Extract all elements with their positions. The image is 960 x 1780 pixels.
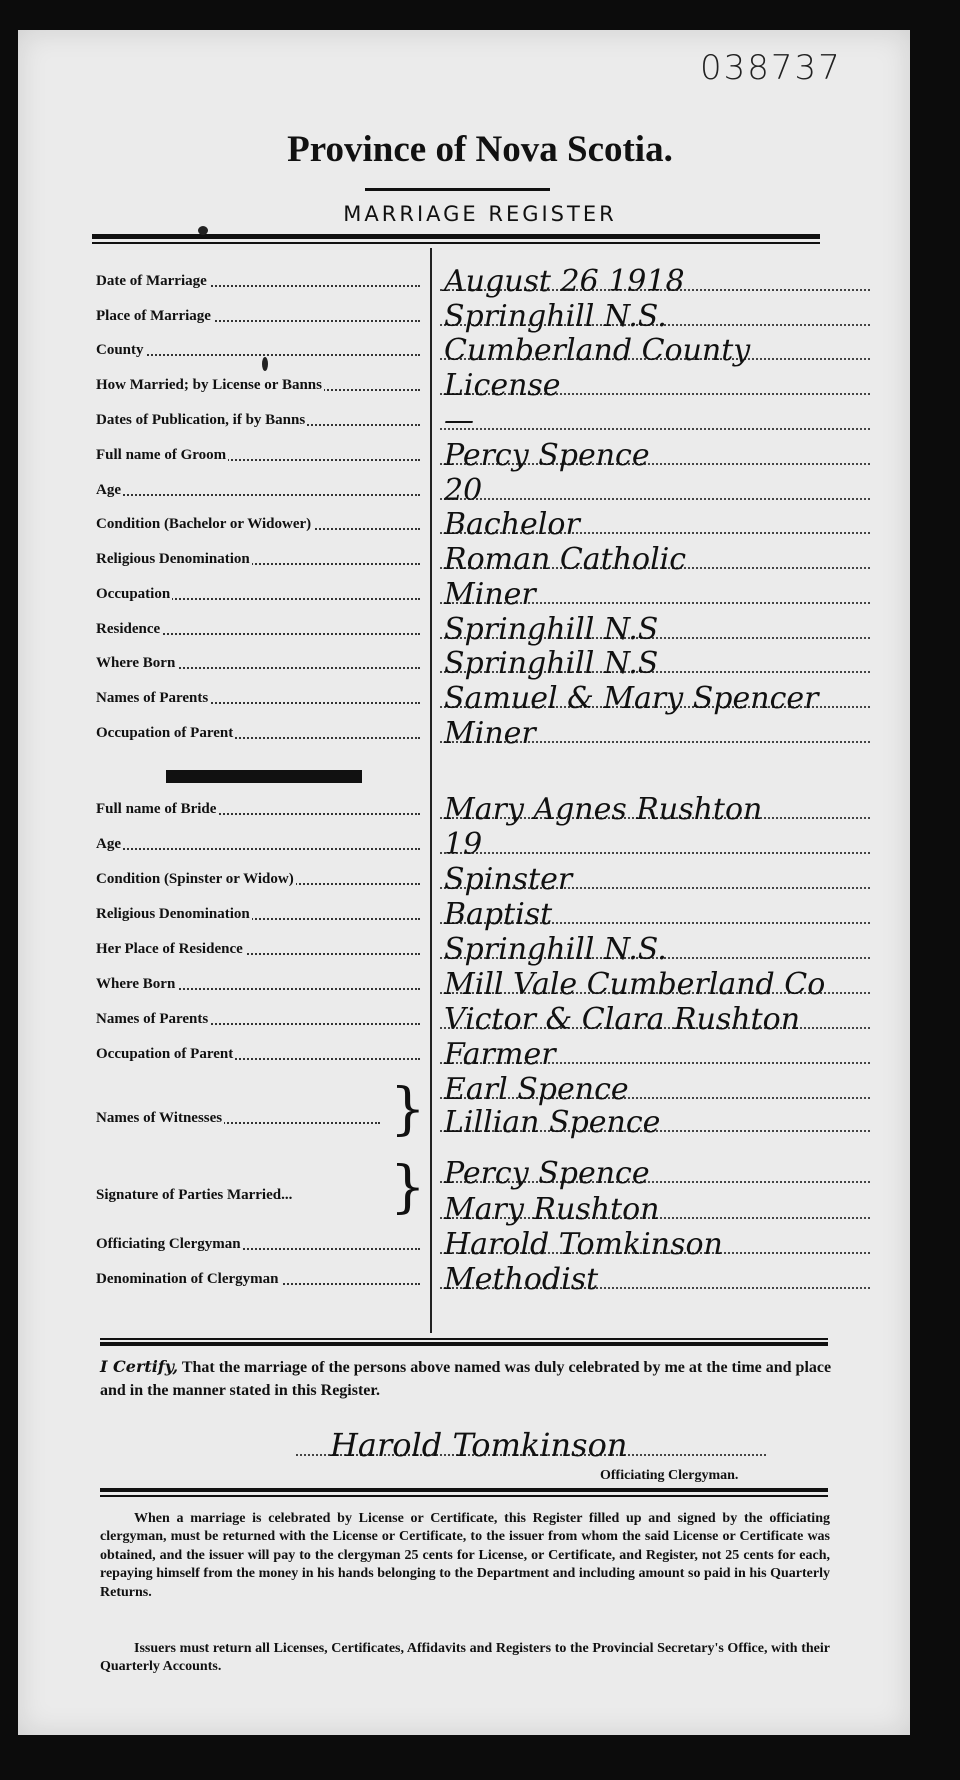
groom-field-3-value: License [444,368,561,403]
clergy-field-1-value: Methodist [444,1262,599,1297]
header-divider-thin [92,242,820,244]
entry-dotted-line [440,498,870,500]
groom-field-0-label-text: Date of Marriage [96,273,207,289]
bride-field-6-label-text: Names of Parents [96,1011,209,1027]
groom-field-7-label-text: Condition (Bachelor or Widower) [96,516,312,532]
witness-0-entry [440,1072,880,1107]
groom-field-11-entry [440,646,880,681]
bride-field-3-label [96,906,426,923]
groom-field-2-label [96,342,426,359]
ink-speck [262,357,268,371]
bride-field-5-label [96,976,426,993]
groom-field-10-entry [440,612,880,647]
groom-field-4-label [96,412,426,429]
groom-field-11-value: Springhill N.S [444,646,659,681]
groom-field-2-label-text: County [96,342,144,358]
groom-field-0-value: August 26 1918 [444,264,685,299]
bride-field-5-value: Mill Vale Cumberland Co [444,967,826,1002]
groom-field-3-entry [440,368,880,403]
bride-field-7-value: Farmer [444,1037,556,1072]
bride-field-6-label [96,1011,426,1028]
return-instructions: When a marriage is celebrated by License or Certificate, this Register filled up and signed by the officiating clergyman, must be returned with the License or Certificate, to the issuer from whom the said License or Certificate was obtained, and the issuer will pay to the clergyman 25 cents for License, or Certificate, and Register, not 25 cents for each, repaying himself from the money in his hands belonging to the Department and including amount so paid in his Quarterly Returns. [100,1511,830,1600]
bride-field-1-value: 19 [444,827,483,862]
bride-field-0-entry [440,792,880,827]
clergy-field-1-label-text: Denomination of Clergyman [96,1271,279,1287]
groom-field-11-label-text: Where Born [96,655,176,671]
ink-speck [198,226,208,235]
witness-brace: } [390,1077,426,1142]
page-subtitle: MARRIAGE REGISTER [343,202,617,226]
groom-field-8-value: Roman Catholic [444,542,687,577]
groom-field-13-label-text: Occupation of Parent [96,725,234,741]
groom-field-10-value: Springhill N.S [444,612,659,647]
groom-field-13-label [96,725,426,742]
clergy-field-1-entry [440,1262,880,1297]
groom-field-1-value: Springhill N.S. [444,299,667,334]
groom-field-8-entry [440,542,880,577]
bride-field-7-label [96,1046,426,1063]
groom-field-13-entry [440,716,880,751]
clergy-signature-line [296,1426,766,1464]
groom-field-3-label [96,377,426,394]
certify-lead: I Certify, [100,1357,179,1376]
groom-field-6-entry [440,473,880,508]
groom-field-2-value: Cumberland County [444,333,751,368]
groom-field-13-value: Miner [444,716,536,751]
bride-field-5-entry [440,967,880,1002]
clergy-field-0-label [96,1236,426,1253]
signatures-label [96,1187,386,1204]
bride-field-2-label [96,871,426,888]
groom-field-9-entry [440,577,880,612]
groom-field-8-label-text: Religious Denomination [96,551,250,567]
bride-field-1-label [96,836,426,853]
groom-field-12-value: Samuel & Mary Spencer [444,681,819,716]
groom-field-11-label [96,655,426,672]
bride-field-7-entry [440,1037,880,1072]
groom-field-9-label [96,586,426,603]
bride-field-4-label [96,941,426,958]
notice-top-rule [100,1495,828,1497]
bride-field-6-entry [440,1002,880,1037]
bride-field-2-entry [440,862,880,897]
groom-field-4-value: — [444,403,474,438]
signature-1-entry [440,1192,880,1227]
leader-dots [96,494,420,496]
signature-0-value: Percy Spence [444,1156,650,1191]
groom-field-1-label-text: Place of Marriage [96,308,211,324]
bride-field-4-label-text: Her Place of Residence [96,941,243,957]
column-divider [430,248,432,1333]
bride-field-2-label-text: Condition (Spinster or Widow) [96,871,294,887]
groom-field-3-label-text: How Married; by License or Banns [96,377,322,393]
groom-field-2-entry [440,333,880,368]
bride-field-6-value: Victor & Clara Rushton [444,1002,801,1037]
notice-top-rule-thick [100,1488,828,1492]
groom-field-12-label-text: Names of Parents [96,690,209,706]
groom-field-5-label-text: Full name of Groom [96,447,227,463]
bride-field-4-entry [440,932,880,967]
signature-0-entry [440,1156,880,1191]
witness-0-value: Earl Spence [444,1072,629,1107]
groom-field-9-label-text: Occupation [96,586,171,602]
clergy-field-0-value: Harold Tomkinson [444,1227,723,1262]
bride-field-4-value: Springhill N.S. [444,932,667,967]
groom-field-7-value: Bachelor [444,507,580,542]
clergy-field-0-entry [440,1227,880,1262]
certify-text: That the marriage of the persons above named was duly celebrated by me at the time and place and in the manner stated in this Register. [100,1359,832,1400]
certify-top-rule-thick [100,1342,828,1346]
bride-field-3-value: Baptist [444,897,553,932]
signature-brace: } [390,1155,426,1220]
groom-field-4-label-text: Dates of Publication, if by Banns [96,412,306,428]
groom-field-8-label [96,551,426,568]
bride-field-0-value: Mary Agnes Rushton [444,792,763,827]
bride-field-7-label-text: Occupation of Parent [96,1046,234,1062]
section-divider-bar [166,770,362,783]
witness-1-value: Lillian Spence [444,1105,661,1140]
signature-caption: Officiating Clergyman. [600,1468,739,1483]
bride-field-5-label-text: Where Born [96,976,176,992]
serial-number: 038737 [700,48,842,88]
groom-field-4-entry [440,403,880,438]
bride-field-1-entry [440,827,880,862]
bride-field-3-label-text: Religious Denomination [96,906,250,922]
bride-field-2-value: Spinster [444,862,573,897]
signatures-label-text: Signature of Parties Married... [96,1187,293,1203]
entry-dotted-line [440,852,870,854]
groom-field-12-label [96,690,426,707]
issuer-instructions: Issuers must return all Licenses, Certificates, Affidavits and Registers to the Provincial Secretary's Office, with their Quarterly Accounts. [100,1641,830,1675]
signature-1-value: Mary Rushton [444,1192,660,1227]
certify-top-rule [100,1338,828,1340]
bride-field-0-label-text: Full name of Bride [96,801,217,817]
groom-field-5-value: Percy Spence [444,438,650,473]
title-underline [365,188,550,191]
page-title: Province of Nova Scotia. [287,129,673,170]
groom-field-7-entry [440,507,880,542]
groom-field-6-label-text: Age [96,482,121,498]
clergy-signature: Harold Tomkinson [330,1426,628,1464]
clergy-field-0-label-text: Officiating Clergyman [96,1236,241,1252]
groom-field-7-label [96,516,426,533]
witnesses-label-text: Names of Witnesses [96,1110,223,1126]
groom-field-5-label [96,447,426,464]
groom-field-6-value: 20 [444,473,483,508]
groom-field-0-label [96,273,426,290]
groom-field-1-entry [440,299,880,334]
groom-field-10-label-text: Residence [96,621,161,637]
groom-field-5-entry [440,438,880,473]
groom-field-10-label [96,621,426,638]
bride-field-1-label-text: Age [96,836,121,852]
groom-field-0-entry [440,264,880,299]
entry-dotted-line [440,428,870,430]
clergy-field-1-label [96,1271,426,1288]
groom-field-12-entry [440,681,880,716]
witnesses-label [96,1110,386,1127]
groom-field-6-label [96,482,426,499]
witness-1-entry [440,1105,880,1140]
bride-field-0-label [96,801,426,818]
certification-statement [100,1355,840,1402]
groom-field-9-value: Miner [444,577,536,612]
bride-field-3-entry [440,897,880,932]
groom-field-1-label [96,308,426,325]
leader-dots [96,848,420,850]
